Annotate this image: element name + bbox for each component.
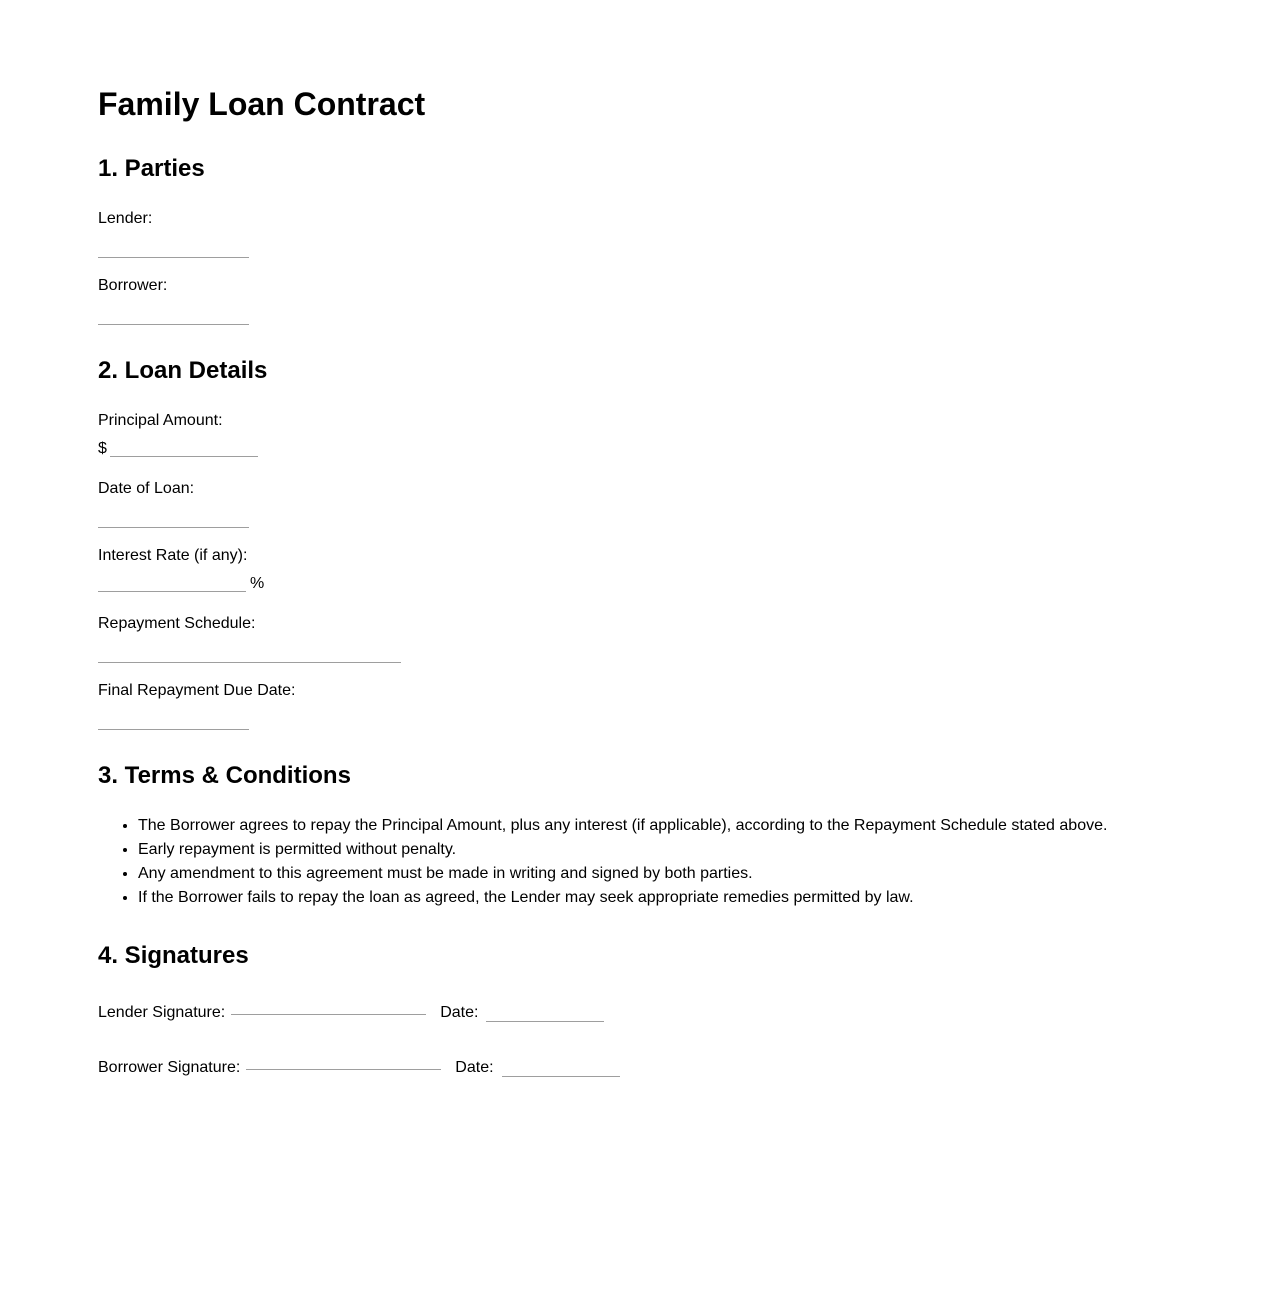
terms-list [98,814,1180,910]
lender-signature-label: Lender Signature: [98,1004,226,1021]
blank-line-date-of-loan [98,507,249,528]
field-label-interest-rate: Interest Rate (if any): [98,547,248,564]
lender-signature-row [98,998,1180,1025]
section-terms-conditions [98,762,1180,910]
field-label-borrower: Borrower: [98,277,168,294]
blank-line-repayment-schedule [98,642,401,663]
section-heading-parties: 1. Parties [98,155,205,182]
blank-line-interest-rate [98,573,246,592]
field-label-date-of-loan: Date of Loan: [98,480,195,497]
blank-line-borrower [98,304,249,325]
terms-bullet-2: • Early repayment is permitted without penalty. [138,838,1180,862]
field-label-lender: Lender: [98,210,153,227]
percent-suffix: % [250,575,265,592]
blank-line-lender [98,237,249,258]
terms-bullet-1: • The Borrower agrees to repay the Principal Amount, plus any interest (if applicable), according to the Repayment Schedule stated above. [138,814,1180,838]
section-heading-terms-conditions: 3. Terms & Conditions [98,762,351,789]
terms-bullet-3: • Any amendment to this agreement must be made in writing and signed by both parties. [138,862,1180,886]
borrower-signature-row [98,1053,1180,1080]
blank-line-final-repayment-due-date [98,709,249,730]
lender-signature-line [231,998,426,1015]
field-label-repayment-schedule: Repayment Schedule: [98,615,256,632]
section-loan-details [98,357,1180,730]
lender-date-label: Date: [440,1004,479,1021]
field-label-final-repayment-due-date: Final Repayment Due Date: [98,682,296,699]
interest-rate-row [98,572,1180,596]
section-heading-loan-details: 2. Loan Details [98,357,268,384]
section-parties [98,155,1180,325]
blank-line-principal-amount [110,438,258,457]
borrower-date-label: Date: [455,1059,494,1076]
document-title: Family Loan Contract [98,86,426,122]
field-label-principal-amount: Principal Amount: [98,412,223,429]
principal-amount-row [98,437,1180,461]
section-signatures [98,942,1180,1080]
lender-date-line [486,1003,604,1022]
borrower-signature-line [246,1053,441,1070]
terms-bullet-4: • If the Borrower fails to repay the loan as agreed, the Lender may seek appropriate remedies permitted by law. [138,886,1180,910]
currency-prefix: $ [98,440,107,457]
borrower-signature-label: Borrower Signature: [98,1059,241,1076]
section-heading-signatures: 4. Signatures [98,942,249,969]
borrower-date-line [502,1058,620,1077]
